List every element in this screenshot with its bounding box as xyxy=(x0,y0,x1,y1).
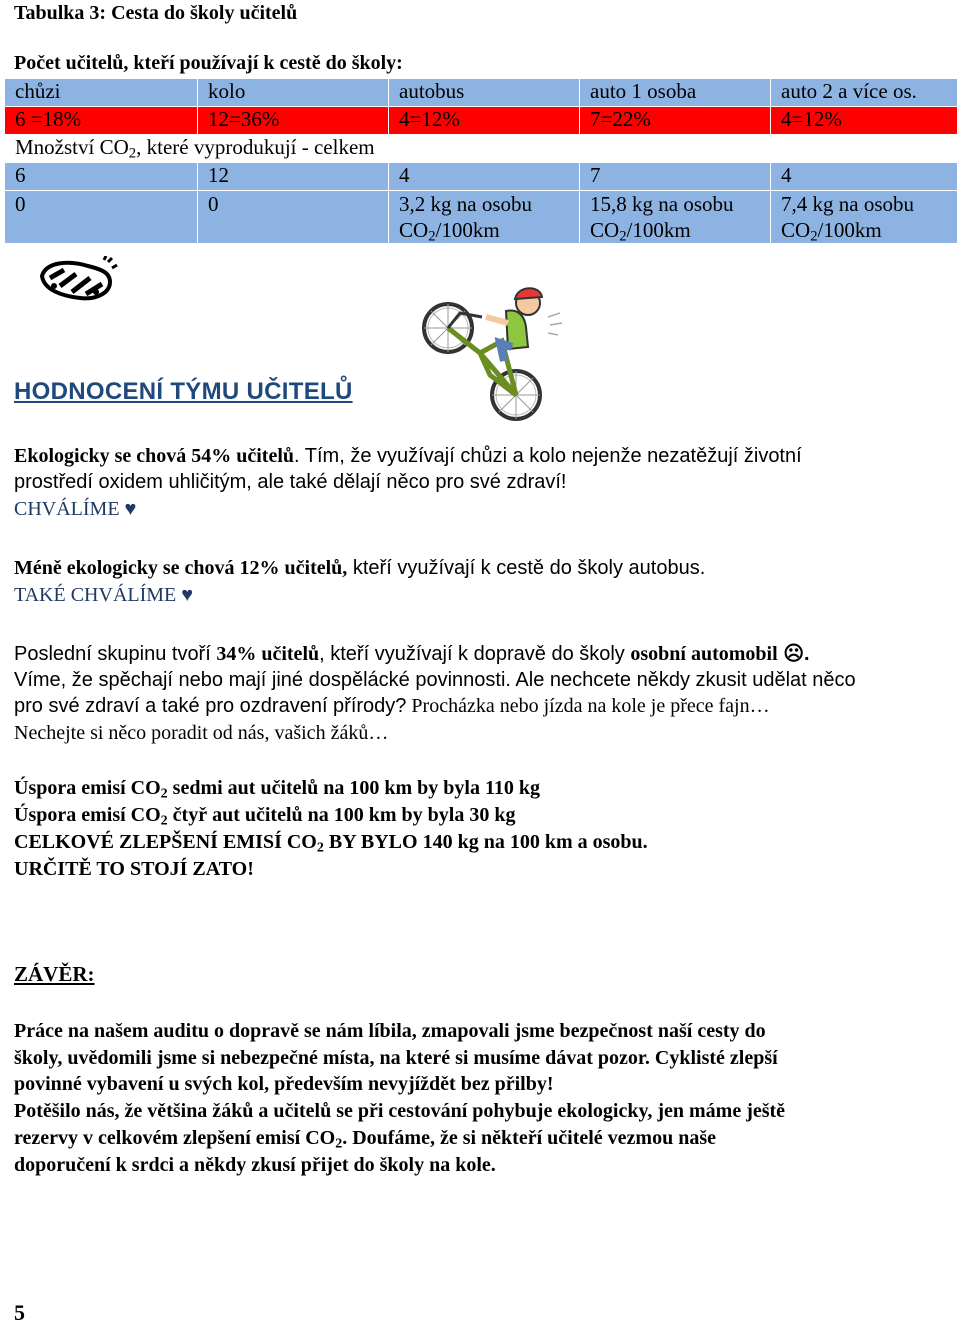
table-cell: 7 xyxy=(580,163,771,191)
paragraph-line: pro své zdraví a také pro ozdravení přírody? Procházka nebo jízda na kole je přece fajn… xyxy=(14,695,770,717)
table-row-co2-label xyxy=(5,135,958,163)
table-row-percent xyxy=(5,107,958,135)
paragraph-line: Nechejte si něco poradit od nás, vašich žáků… xyxy=(14,722,389,744)
paragraph-line: Víme, že spěchají nebo mají jiné dospělácké povinnosti. Ale nechcete někdy zkusit udělat něco xyxy=(14,669,856,691)
table-cell: 0 xyxy=(5,191,198,244)
page-number: 5 xyxy=(14,1300,25,1325)
co2-label-cell: Množství $CO_2$, které vyprodukují - celkem xyxy=(5,135,958,163)
table-cell: 12=36% xyxy=(198,107,389,135)
paragraph-line: Ekologicky se chová 54% učitelů. Tím, že využívají chůzi a kolo nejenže nezatěžují životní xyxy=(14,445,802,467)
cyclist-illustration xyxy=(420,283,565,423)
table-cell: 7=22% xyxy=(580,107,771,135)
praise-line: TAKÉ CHVÁLÍME ♥ xyxy=(14,584,194,606)
table-row-counts xyxy=(5,163,958,191)
paragraph-line: Poslední skupinu tvoří 34% učitelů, kteří využívají k dopravě do školy osobní automobil ☹. xyxy=(14,643,810,665)
table-cell: autobus xyxy=(389,79,580,107)
table-cell: 12 xyxy=(198,163,389,191)
count-label: Počet učitelů, kteří používají k cestě do školy: xyxy=(14,52,403,74)
savings-line: Úspora emisí $CO_2$ sedmi aut učitelů na 100 km by byla 110 kg xyxy=(14,777,540,802)
section-heading: HODNOCENÍ TÝMU UČITELŮ xyxy=(14,378,353,405)
conclusion-line: povinné vybavení u svých kol, především nevyjíždět bez přilby! xyxy=(14,1073,554,1095)
table-cell: 4 xyxy=(389,163,580,191)
table-title: Tabulka 3: Cesta do školy učitelů xyxy=(14,2,298,24)
table-cell: auto 1 osoba xyxy=(580,79,771,107)
table-cell: 0 xyxy=(198,191,389,244)
savings-line: URČITĚ TO STOJÍ ZATO! xyxy=(14,858,254,880)
table-cell: auto 2 a více os. xyxy=(771,79,958,107)
table-header-row xyxy=(5,79,958,107)
table-cell: 7,4 kg na osobu $CO_2/100km$ xyxy=(771,191,958,244)
commute-table xyxy=(4,78,958,244)
table-cell: 4 xyxy=(771,163,958,191)
conclusion-heading: ZÁVĚR: xyxy=(14,962,95,986)
table-cell: chůzi xyxy=(5,79,198,107)
table-cell: 4=12% xyxy=(389,107,580,135)
savings-line: Úspora emisí $CO_2$ čtyř aut učitelů na 100 km by byla 30 kg xyxy=(14,804,516,829)
table-cell: 4=12% xyxy=(771,107,958,135)
table-row-kg xyxy=(5,191,958,244)
table-cell: kolo xyxy=(198,79,389,107)
conclusion-line: Práce na našem auditu o dopravě se nám líbila, zmapovali jsme bezpečnost naší cesty do xyxy=(14,1020,766,1042)
conclusion-line: doporučení k srdci a někdy zkusí přijet do školy na kole. xyxy=(14,1154,496,1176)
table-cell: 6 xyxy=(5,163,198,191)
conclusion-line: školy, uvědomili jsme si nebezpečné místa, na které si musíme dávat pozor. Cyklisté zlepší xyxy=(14,1047,778,1069)
conclusion-line: rezervy v celkovém zlepšení emisí $CO_2$. Doufáme, že si někteří učitelé vezmou naše xyxy=(14,1127,717,1152)
shoe-print-icon xyxy=(38,256,118,306)
table-cell: 3,2 kg na osobu $CO_2/100km$ xyxy=(389,191,580,244)
paragraph-line: Méně ekologicky se chová 12% učitelů, kteří využívají k cestě do školy autobus. xyxy=(14,557,706,579)
praise-line: CHVÁLÍME ♥ xyxy=(14,498,137,520)
conclusion-line: Potěšilo nás, že většina žáků a učitelů se při cestování pohybuje ekologicky, jen máme ještě xyxy=(14,1100,786,1122)
paragraph-line: prostředí oxidem uhličitým, ale také dělají něco pro své zdraví! xyxy=(14,471,567,493)
table-cell: 6 =18% xyxy=(5,107,198,135)
savings-line: CELKOVÉ ZLEPŠENÍ EMISÍ $CO_2$ BY BYLO 140 kg na 100 km a osobu. xyxy=(14,831,648,856)
table-cell: 15,8 kg na osobu $CO_2/100km$ xyxy=(580,191,771,244)
